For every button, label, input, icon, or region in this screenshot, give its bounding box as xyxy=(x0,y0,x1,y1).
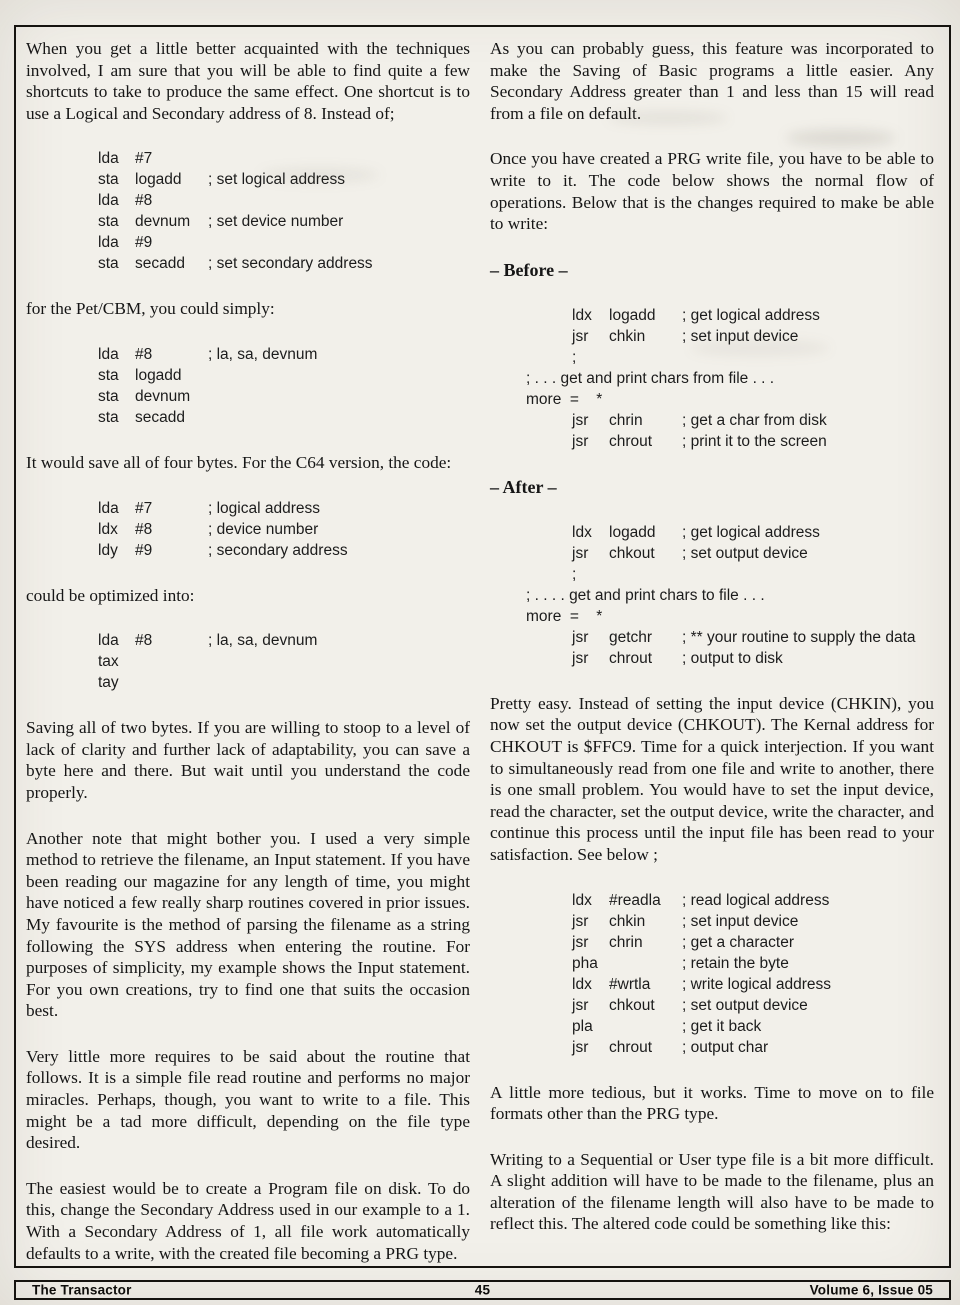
code-cmt: ; set input device xyxy=(682,912,799,930)
code-line xyxy=(572,995,934,1016)
code-line xyxy=(572,890,934,911)
code-cmt: ; get a character xyxy=(682,933,795,951)
paragraph: The easiest would be to create a Program file on disk. To do this, change the Secondary Address used in our example to a 1. With a Secondary Address of 1, all file work automatically defaults to a write, with the created file becoming a PRG type. xyxy=(26,1178,470,1263)
code-line xyxy=(98,540,470,561)
code-line xyxy=(98,386,470,407)
code-line xyxy=(572,932,934,953)
code-op: ldx xyxy=(572,891,592,909)
code-op: lda xyxy=(98,499,119,517)
code-line xyxy=(572,1016,934,1037)
code-arg xyxy=(609,1016,682,1037)
code-cmt xyxy=(208,651,470,672)
code-cmt xyxy=(208,365,470,386)
code-cmt xyxy=(208,672,470,693)
code-line xyxy=(98,190,470,211)
section-heading: – Before – xyxy=(490,259,568,280)
code-line xyxy=(572,911,934,932)
code-op: jsr xyxy=(572,912,589,930)
code-line xyxy=(572,564,934,585)
code-line xyxy=(572,326,934,347)
code-arg: secadd xyxy=(135,255,185,273)
code-arg: devnum xyxy=(135,387,191,405)
code-arg: chrout xyxy=(609,1038,653,1056)
code-cmt xyxy=(682,347,934,368)
assembly-code-block xyxy=(26,344,470,428)
code-op: jsr xyxy=(572,411,589,429)
code-cmt: ; output to disk xyxy=(682,649,783,667)
code-cmt: ; get it back xyxy=(682,1017,762,1035)
code-line xyxy=(572,410,934,431)
code-arg: #8 xyxy=(135,520,153,538)
code-cmt: ; get logical address xyxy=(682,523,820,541)
code-cmt: ; get logical address xyxy=(682,306,820,324)
code-op: sta xyxy=(98,255,119,273)
code-cmt: ; set output device xyxy=(682,996,808,1014)
paragraph: A little more tedious, but it works. Time to move on to file formats other than the PRG type. xyxy=(490,1082,934,1124)
code-op: ldx xyxy=(572,523,592,541)
code-arg xyxy=(609,953,682,974)
code-cmt: ; set secondary address xyxy=(208,255,373,273)
code-line xyxy=(98,630,470,651)
code-cmt: ; ** your routine to supply the data xyxy=(682,628,916,646)
code-arg: #7 xyxy=(135,499,153,517)
code-line xyxy=(572,648,934,669)
code-op: jsr xyxy=(572,628,589,646)
code-cmt: ; set logical address xyxy=(208,171,345,189)
code-op: sta xyxy=(98,171,119,189)
code-line: more = * xyxy=(526,607,603,625)
code-cmt: ; write logical address xyxy=(682,975,832,993)
code-cmt: ; retain the byte xyxy=(682,954,789,972)
code-arg: #7 xyxy=(135,150,153,168)
code-line xyxy=(98,211,470,232)
code-arg xyxy=(609,564,682,585)
code-arg: #readla xyxy=(609,891,661,909)
code-line: more = * xyxy=(526,390,603,408)
code-op: jsr xyxy=(572,544,589,562)
code-arg: chrin xyxy=(609,411,643,429)
code-cmt: ; set output device xyxy=(682,544,808,562)
column-right xyxy=(490,38,934,1266)
code-arg: chrout xyxy=(609,649,653,667)
code-cmt: ; set device number xyxy=(208,213,344,231)
code-arg: #8 xyxy=(135,345,153,363)
code-cmt: ; device number xyxy=(208,520,319,538)
code-line xyxy=(98,498,470,519)
code-arg xyxy=(135,672,208,693)
code-op: sta xyxy=(98,213,119,231)
code-cmt xyxy=(208,232,470,253)
code-cmt: ; la, sa, devnum xyxy=(208,345,318,363)
footer-issue-label: Volume 6, Issue 05 xyxy=(809,1282,933,1298)
code-cmt xyxy=(208,190,470,211)
code-arg: logadd xyxy=(135,366,182,384)
code-arg: logadd xyxy=(609,306,656,324)
code-line xyxy=(572,431,934,452)
code-op: jsr xyxy=(572,1038,589,1056)
code-arg: #9 xyxy=(135,234,153,252)
assembly-code-block xyxy=(490,890,934,1058)
code-op: ; xyxy=(572,565,577,583)
paragraph: It would save all of four bytes. For the C64 version, the code: xyxy=(26,452,452,472)
code-line xyxy=(98,148,470,169)
paragraph: Pretty easy. Instead of setting the input device (CHKIN), you now set the output device (CHKOUT). The Kernal address for CHKOUT is $FFC9. Time for a quick interjection. If you want to simultaneously read from one file and write to another, there is one small problem. You would have to set the input device, read the character, set the output device, write the character, and continue this process until the input file has been read to your satisfaction. See below ; xyxy=(490,693,934,864)
footer-page-number: 45 xyxy=(474,1282,491,1298)
paragraph: could be optimized into: xyxy=(26,585,195,605)
code-line xyxy=(98,169,470,190)
code-cmt: ; output char xyxy=(682,1038,769,1056)
page-frame xyxy=(14,25,951,1268)
code-line xyxy=(98,232,470,253)
code-line xyxy=(98,651,470,672)
code-arg: chrout xyxy=(609,432,653,450)
section-heading: – After – xyxy=(490,476,557,497)
code-arg: getchr xyxy=(609,628,653,646)
assembly-code-block xyxy=(26,498,470,561)
code-cmt xyxy=(208,148,470,169)
code-op: lda xyxy=(98,632,119,650)
code-op: jsr xyxy=(572,432,589,450)
code-arg: #wrtla xyxy=(609,975,651,993)
code-line xyxy=(572,953,934,974)
code-line xyxy=(572,974,934,995)
code-op: ldx xyxy=(572,306,592,324)
code-line: ; . . . . get and print chars to file . . . xyxy=(526,586,765,604)
code-arg: #9 xyxy=(135,541,153,559)
code-op: jsr xyxy=(572,996,589,1014)
code-cmt xyxy=(682,564,934,585)
code-line xyxy=(98,365,470,386)
paragraph: Saving all of two bytes. If you are willing to stoop to a level of lack of clarity and further lack of adaptability, you can save a byte here and there. But wait until you understand the code properly. xyxy=(26,718,470,802)
footer-magazine-title: The Transactor xyxy=(32,1282,132,1298)
code-arg: devnum xyxy=(135,213,191,231)
code-op: jsr xyxy=(572,327,589,345)
assembly-code-block xyxy=(490,305,934,452)
code-line xyxy=(98,519,470,540)
paragraph: Very little more requires to be said about the routine that follows. It is a simple file read routine and performs no major miracles. Perhaps, though, you want to write to a file. This might be a tad more difficult, depending on the file type desired. xyxy=(26,1046,470,1153)
code-cmt: ; read logical address xyxy=(682,891,830,909)
code-cmt: ; print it to the screen xyxy=(682,432,827,450)
footer-bar xyxy=(14,1280,951,1300)
code-op: sta xyxy=(98,387,119,405)
assembly-code-block xyxy=(26,148,470,274)
code-cmt xyxy=(208,407,470,428)
code-arg: chkin xyxy=(609,912,646,930)
code-op: pla xyxy=(572,1017,593,1035)
code-arg: chkout xyxy=(609,996,655,1014)
code-line xyxy=(98,253,470,274)
code-cmt: ; la, sa, devnum xyxy=(208,632,318,650)
code-op: ; xyxy=(572,348,577,366)
code-cmt xyxy=(208,386,470,407)
code-op: jsr xyxy=(572,933,589,951)
code-op: sta xyxy=(98,408,119,426)
code-op: ldx xyxy=(572,975,592,993)
code-op: ldx xyxy=(98,520,118,538)
assembly-code-block xyxy=(490,522,934,669)
code-op: tax xyxy=(98,653,119,671)
code-line xyxy=(98,407,470,428)
paragraph: Once you have created a PRG write file, you have to be able to write to it. The code below shows the normal flow of operations. Below that is the changes required to make be able to write: xyxy=(490,149,934,234)
code-op: ldy xyxy=(98,541,118,559)
code-line xyxy=(572,305,934,326)
code-cmt: ; set input device xyxy=(682,327,799,345)
code-op: sta xyxy=(98,366,119,384)
code-line xyxy=(572,543,934,564)
assembly-code-block xyxy=(26,630,470,693)
code-op: jsr xyxy=(572,649,589,667)
code-line xyxy=(572,627,934,648)
code-op: lda xyxy=(98,345,119,363)
code-op: lda xyxy=(98,150,119,168)
code-line xyxy=(572,347,934,368)
code-op: lda xyxy=(98,192,119,210)
code-line xyxy=(98,344,470,365)
code-arg: #8 xyxy=(135,632,153,650)
code-op: tay xyxy=(98,674,119,692)
code-arg xyxy=(135,651,208,672)
code-arg: logadd xyxy=(135,171,182,189)
code-arg: chkout xyxy=(609,544,655,562)
paragraph: As you can probably guess, this feature was incorporated to make the Saving of Basic programs a little easier. Any Secondary Address greater than 1 and less than 15 will read from a file on default. xyxy=(490,39,934,123)
paragraph: for the Pet/CBM, you could simply: xyxy=(26,299,275,319)
code-cmt: ; logical address xyxy=(208,499,321,517)
code-arg: chkin xyxy=(609,327,646,345)
code-line: ; . . . get and print chars from file . . . xyxy=(526,369,775,387)
column-left xyxy=(26,38,470,1266)
code-arg: #8 xyxy=(135,192,153,210)
code-cmt: ; get a char from disk xyxy=(682,411,827,429)
paragraph: Another note that might bother you. I used a very simple method to retrieve the filename, an Input statement. If you have been reading our magazine for any length of time, you might have noticed a few really sharp routines covered in prior issues. My favourite is the method of parsing the filename as a string following the SYS address when entering the routine. For purposes of simplicity, my example shows the Input statement. For you own creations, try to find one that suits the occasion best. xyxy=(26,828,470,1021)
code-op: lda xyxy=(98,234,119,252)
code-arg: logadd xyxy=(609,523,656,541)
code-arg xyxy=(609,347,682,368)
code-line xyxy=(572,1037,934,1058)
code-cmt: ; secondary address xyxy=(208,541,348,559)
code-op: pha xyxy=(572,954,598,972)
paragraph: When you get a little better acquainted with the techniques involved, I am sure that you will be able to find quite a few shortcuts to take to produce the same effect. One shortcut is to use a Logical and Secondary address of 8. Instead of; xyxy=(26,39,470,123)
paragraph: Writing to a Sequential or User type file is a bit more difficult. A slight addition will have to be made to the filename, plus an alteration of the filename length will also have to be made to reflect this. The altered code could be something like this: xyxy=(490,1149,934,1234)
code-line xyxy=(98,672,470,693)
code-arg: chrin xyxy=(609,933,643,951)
code-line xyxy=(572,522,934,543)
code-arg: secadd xyxy=(135,408,185,426)
